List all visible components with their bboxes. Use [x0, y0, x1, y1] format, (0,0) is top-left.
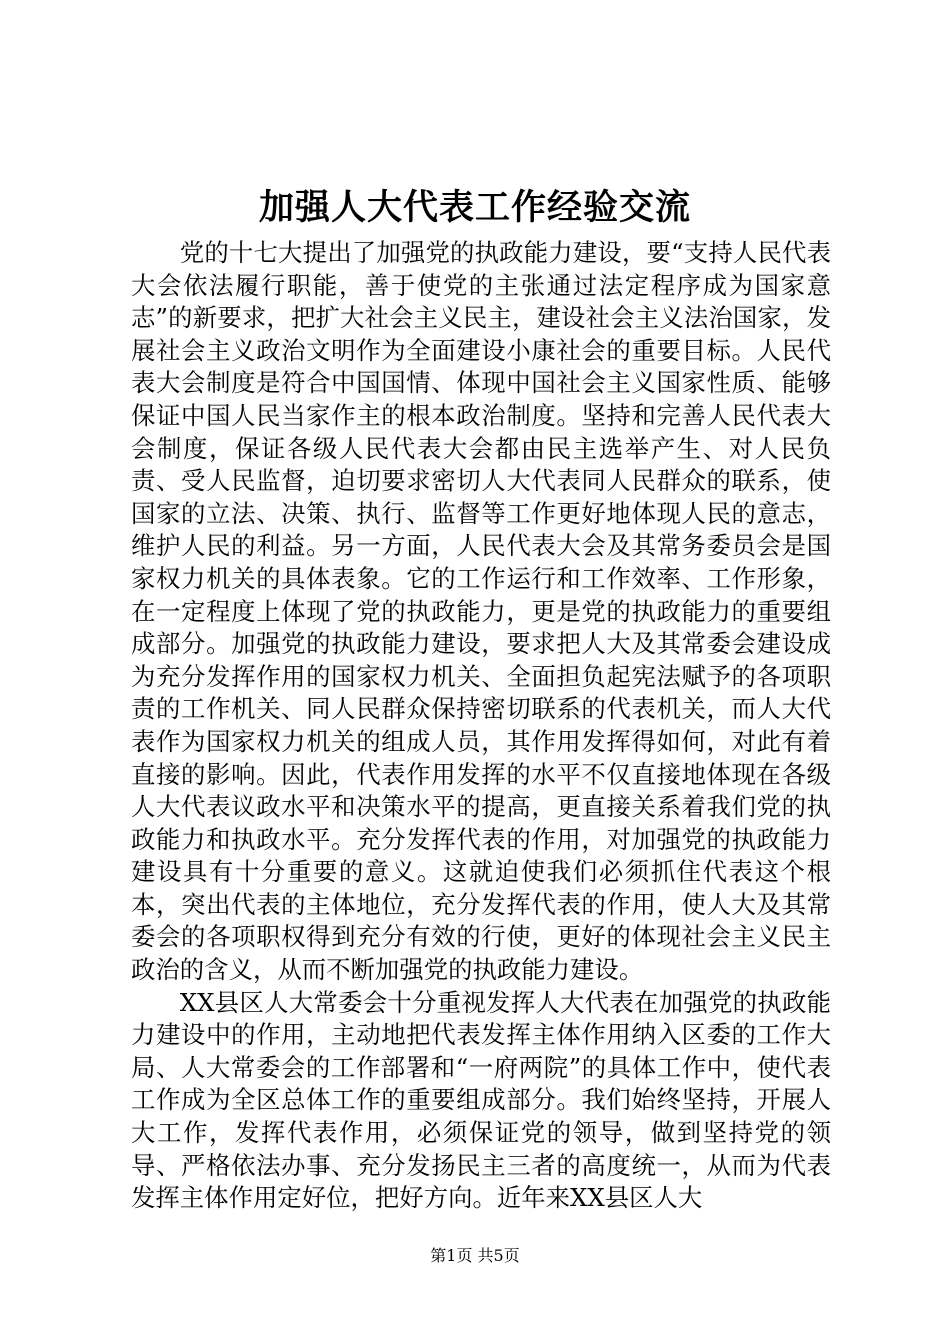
paragraph-1: 党的十七大提出了加强党的执政能力建设，要“支持人民代表大会依法履行职能，善于使党的主张通过法定程序成为国家意志”的新要求，把扩大社会主义民主，建设社会主义法治国家，发展社会主义政治文明作为全面建设小康社会的重要目标。人民代表大会制度是符合中国国情、体现中国社会主义国家性质、能够保证中国人民当家作主的根本政治制度。坚持和完善人民代表大会制度，保证各级人民代表大会都由民主选举产生、对人民负责、受人民监督，迫切要求密切人大代表同人民群众的联系，使国家的立法、决策、执行、监督等工作更好地体现人民的意志，维护人民的利益。另一方面，人民代表大会及其常务委员会是国家权力机关的具体表象。它的工作运行和工作效率、工作形象，在一定程度上体现了党的执政能力，更是党的执政能力的重要组成部分。加强党的执政能力建设，要求把人大及其常委会建设成为充分发挥作用的国家权力机关、全面担负起宪法赋予的各项职责的工作机关、同人民群众保持密切联系的代表机关，而人大代表作为国家权力机关的组成人员，其作用发挥得如何，对此有着直接的影响。因此，代表作用发挥的水平不仅直接地体现在各级人大代表议政水平和决策水平的提高，更直接关系着我们党的执政能力和执政水平。充分发挥代表的作用，对加强党的执政能力建设具有十分重要的意义。这就迫使我们必须抓住代表这个根本，突出代表的主体地位，充分发挥代表的作用，使人大及其常委会的各项职权得到充分有效的行使，更好的体现社会主义民主政治的含义，从而不断加强党的执政能力建设。: [131, 238, 831, 985]
page-number: 第1页 共5页: [430, 1246, 520, 1265]
document-body: [131, 237, 831, 1215]
paragraph-2: XX县区人大常委会十分重视发挥人大代表在加强党的执政能力建设中的作用，主动地把代表发挥主体作用纳入区委的工作大局、人大常委会的工作部署和“一府两院”的具体工作中，使代表工作成为全区总体工作的重要组成部分。我们始终坚持，开展人大工作，发挥代表作用，必须保证党的领导，做到坚持党的领导、严格依法办事、充分发扬民主三者的高度统一，从而为代表发挥主体作用定好位，把好方向。近年来XX县区人大: [131, 987, 831, 1213]
document-title: 加强人大代表工作经验交流: [258, 187, 691, 228]
